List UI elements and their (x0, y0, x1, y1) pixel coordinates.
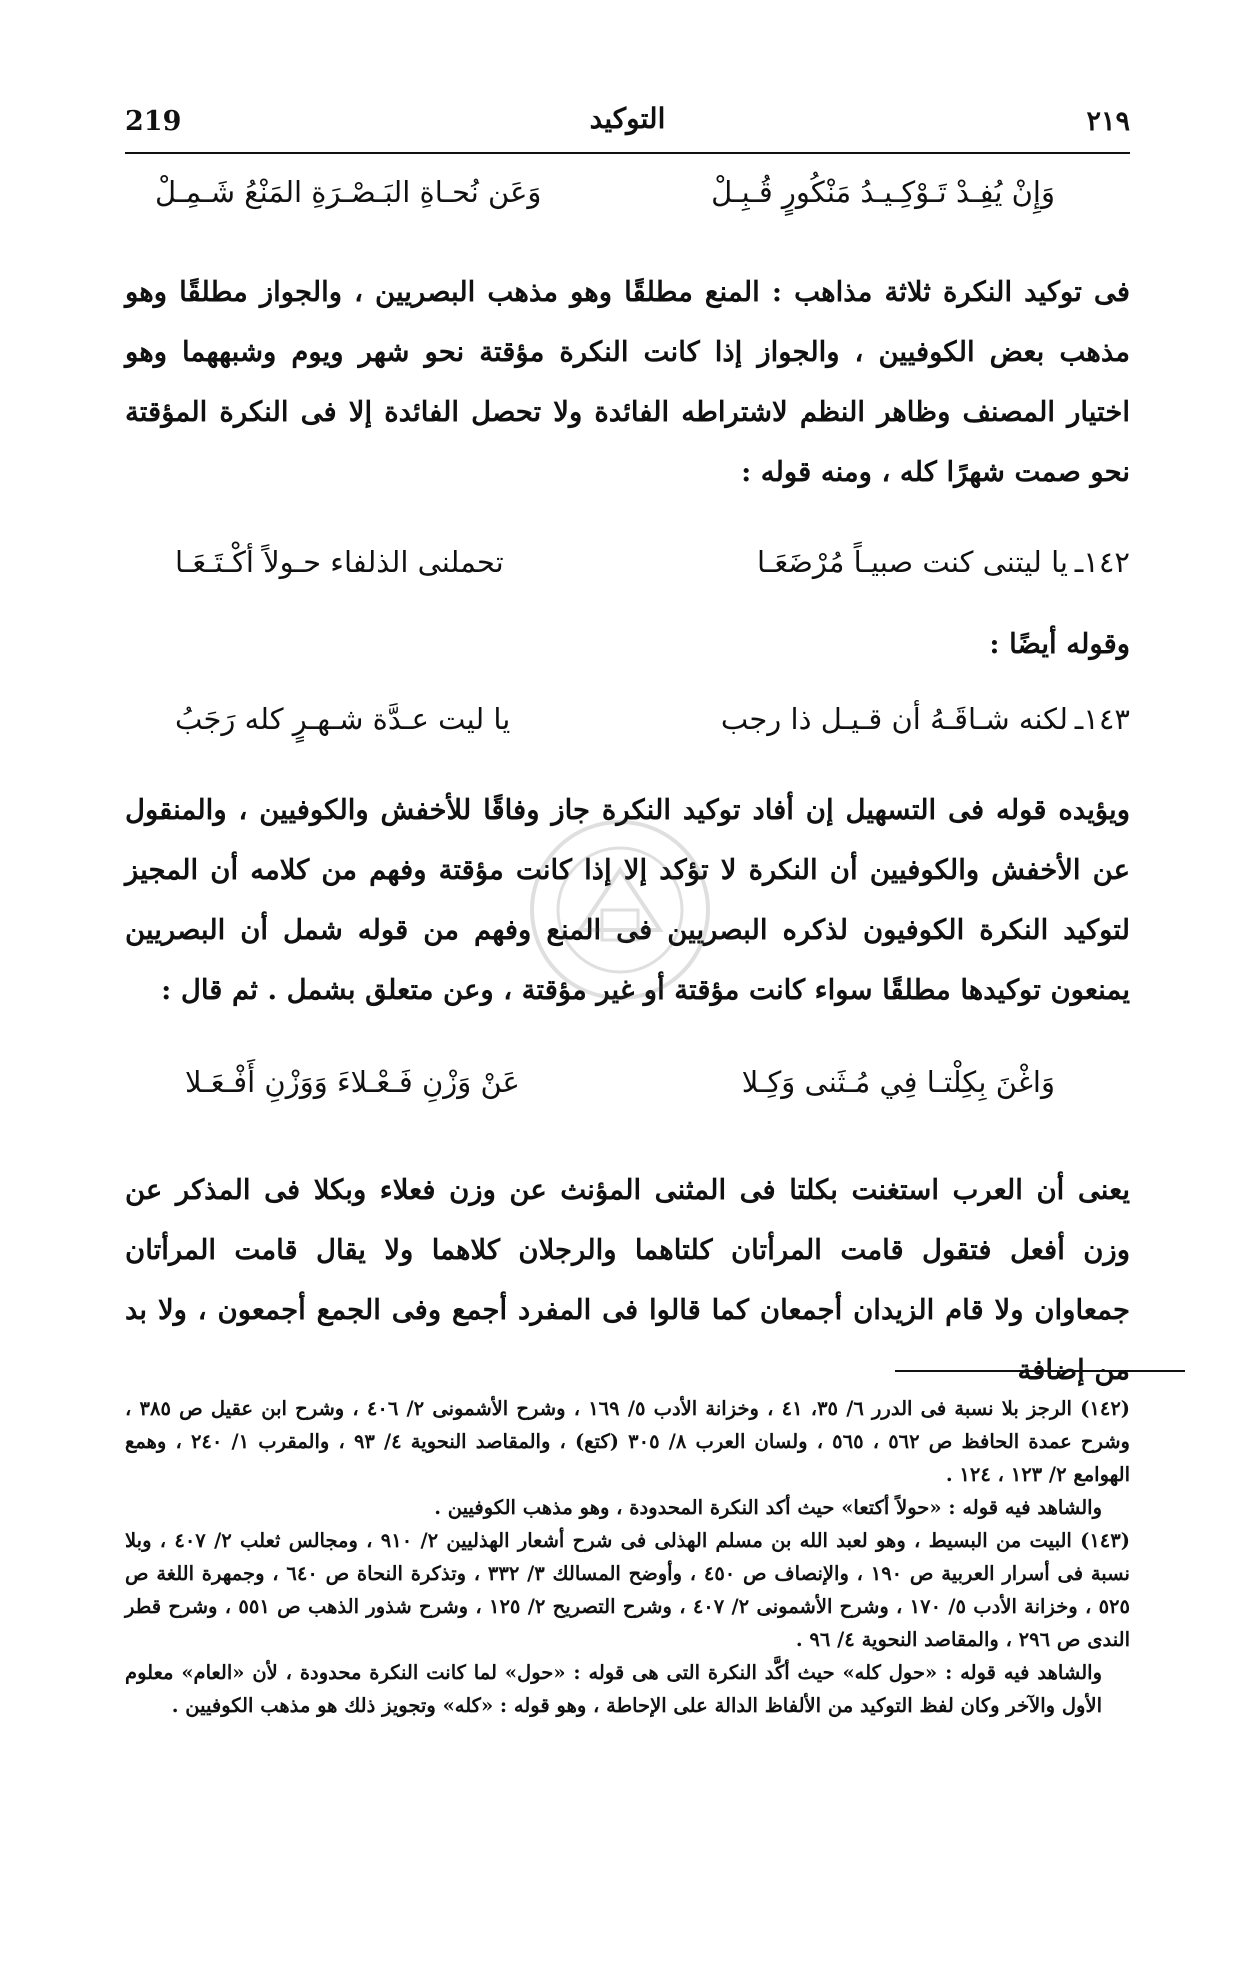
footnotes (125, 1392, 1130, 1722)
library-seal-watermark (520, 810, 720, 1010)
verse-hemistich-first: لكنه شـاقَـهُ أن قـيـل ذا رجب (720, 702, 1068, 736)
footnote-rule (895, 1370, 1185, 1372)
verse-number: ١٤٢ـ (1074, 545, 1130, 579)
footnote-142-witness: والشاهد فيه قوله : «حولاً أكتعا» حيث أكد النكرة المحدودة ، وهو مذهب الكوفيين . (434, 1496, 1102, 1519)
alfiyya-verse-mid (125, 1065, 1130, 1115)
page-header (125, 102, 1130, 152)
poem-verse-143 (125, 702, 1130, 752)
footnote-142: (١٤٢) الرجز بلا نسبة فى الدرر ٦/ ٣٥، ٤١ ، وخزانة الأدب ٥/ ١٦٩ ، وشرح الأشمونى ٢/ ٤٠٦ ، وشرح ابن عقيل ص ٣٨٥ ، وشرح عمدة الحافظ ص ٥٦٢ ، ٥٦٥ ، ولسان العرب ٨/ ٣٠٥ (كتع) ، والمقاصد النحوية ٤/ ٩٣ ، والمقرب ١/ ٢٤٠ ، وهمع الهوامع ٢/ ١٢٣ ، ١٢٤ . (125, 1397, 1131, 1486)
verse-hemistich-first: وَإِنْ يُفِـدْ تَـوْكِـيـدُ مَنْكُورٍ قُـبِـلْ (711, 175, 1055, 209)
verse-hemistich-second: يا ليت عـدَّة شـهـرٍ كله رَجَبُ (175, 702, 511, 736)
page-number-latin: 219 (125, 106, 182, 137)
poem-verse-142 (125, 545, 1130, 595)
verse-hemistich-second: وَعَن نُحـاةِ البَـصْـرَةِ المَنْعُ شَـمِـلْ (155, 175, 542, 209)
paragraph-1: فى توكيد النكرة ثلاثة مذاهب : المنع مطلقًا وهو مذهب البصريين ، والجواز مطلقًا وهو مذهب بعض الكوفيين ، والجواز إذا كانت النكرة مؤقتة نحو شهر ويوم وشبههما وهو اختيار المصنف وظاهر النظم لاشتراطه الفائدة ولا تحصل الفائدة إلا فى النكرة المؤقتة نحو صمت شهرًا كله ، ومنه قوله : (125, 276, 1130, 488)
page-number-arabic: ٢١٩ (1086, 106, 1130, 137)
footnote-143: (١٤٣) البيت من البسيط ، وهو لعبد الله بن مسلم الهذلى فى شرح أشعار الهذليين ٢/ ٩١٠ ، ومجالس ثعلب ٢/ ٤٠٧ ، وبلا نسبة فى أسرار العربية ص ١٩٠ ، والإنصاف ص ٤٥٠ ، وأوضح المسالك ٣/ ٣٣٢ ، وتذكرة النحاة ص ٦٤٠ ، وجمهرة اللغة ص ٥٢٥ ، وخزانة الأدب ٥/ ١٧٠ ، وشرح الأشمونى ٢/ ٤٠٧ ، وشرح التصريح ٢/ ١٢٥ ، وشرح شذور الذهب ص ٥٥١ ، وشرح قطر الندى ص ٢٩٦ ، والمقاصد النحوية ٤/ ٩٦ . (125, 1529, 1130, 1651)
verse-hemistich-second: عَنْ وَزْنِ فَـعْـلاءَ وَوَزْنِ أَفْـعَـلا (185, 1065, 520, 1099)
paragraph-2: ويؤيده قوله فى التسهيل إن أفاد توكيد النكرة جاز وفاقًا للأخفش والكوفيين ، والمنقول عن الأخفش والكوفيين أن النكرة لا تؤكد إلا إذا كانت مؤقتة وفهم من كلامه أن المجيز لتوكيد النكرة الكوفيون لذكره البصريين فى المنع وفهم من قوله شمل أن البصريين يمنعون توكيدها مطلقًا سواء كانت مؤقتة أو غير مؤقتة ، وعن متعلق بشمل . ثم قال : (125, 794, 1130, 1006)
verse-hemistich-second: تحملنى الذلفاء حـولاً أكْـتَـعَـا (175, 545, 504, 579)
paragraph-3: يعنى أن العرب استغنت بكلتا فى المثنى المؤنث عن وزن فعلاء وبكلا فى المذكر عن وزن أفعل فتقول قامت المرأتان كلتاهما والرجلان كلاهما ولا يقال قامت المرأتان جمعاوان ولا قام الزيدان أجمعان كما قالوا فى المفرد أجمع وفى الجمع أجمعون ، ولا بد من إضافة (125, 1174, 1130, 1386)
header-rule (125, 152, 1130, 154)
footnote-143-witness: والشاهد فيه قوله : «حول كله» حيث أكَّد النكرة التى هى قوله : «حول» لما كانت النكرة محدودة ، لأن «العام» معلوم الأول والآخر وكان لفظ التوكيد من الألفاظ الدالة على الإحاطة ، وهو قوله : «كله» وتجويز ذلك هو مذهب الكوفيين . (125, 1661, 1102, 1717)
alfiyya-verse-top (125, 175, 1130, 225)
verse-hemistich-first: وَاغْنَ بِكِلْتـا فِي مُـثَنى وَكِـلا (741, 1065, 1055, 1099)
running-title: التوكيد (589, 102, 666, 135)
verse-number: ١٤٣ـ (1074, 702, 1130, 736)
verse-hemistich-first: يا ليتنى كنت صبيـاً مُرْضَعَـا (756, 545, 1068, 579)
lead-line: وقوله أيضًا : (989, 628, 1130, 660)
